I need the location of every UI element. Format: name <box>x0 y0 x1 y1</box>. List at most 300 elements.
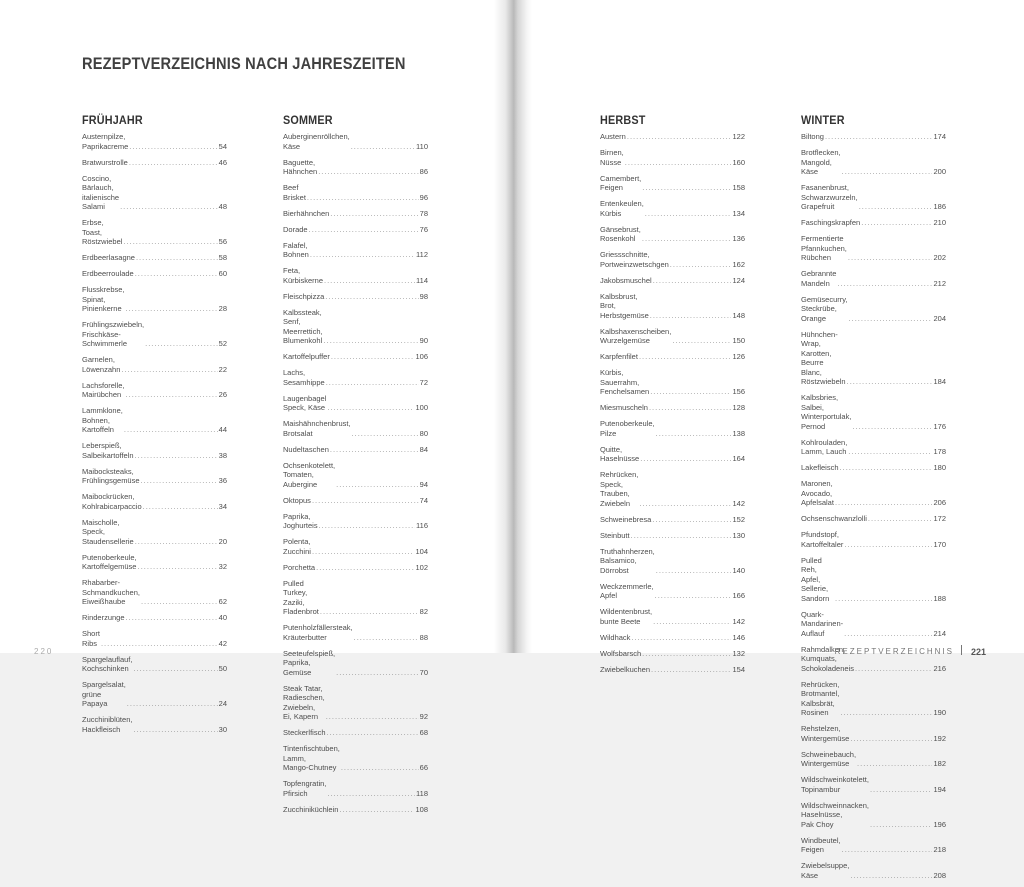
entry-list <box>82 132 227 734</box>
recipe-name: Dorade <box>283 224 308 234</box>
recipe-name: Beef Brisket <box>283 183 306 202</box>
index-entry <box>82 269 227 279</box>
page-number: 82 <box>419 607 428 616</box>
index-entry <box>801 610 946 639</box>
recipe-name: Fleischpizza <box>283 291 325 301</box>
recipe-name: Kohlrouladen, Lamm, Lauch <box>801 437 848 456</box>
page-number: 150 <box>732 336 745 345</box>
index-entry <box>801 801 946 830</box>
index-entry <box>600 403 745 413</box>
footer-divider <box>961 645 962 655</box>
page-number: 90 <box>419 336 428 345</box>
page-title: REZEPTVERZEICHNIS NACH JAHRESZEITEN <box>82 54 406 73</box>
recipe-name: Spargelauflauf, Kochschinken <box>82 654 133 673</box>
index-entry <box>283 394 428 413</box>
recipe-name: Quitte, Haselnüsse <box>600 444 640 463</box>
page-number: 210 <box>933 218 946 227</box>
recipe-name: Spargelsalat, grüne Papaya <box>82 680 126 708</box>
recipe-name: Steckerlfisch <box>283 728 326 737</box>
recipe-name: Kalbshaxenscheiben, Wurzelgemüse <box>600 326 672 345</box>
recipe-name: Austern <box>600 132 626 141</box>
index-entry <box>801 234 946 263</box>
index-entry <box>82 553 227 572</box>
page-number: 72 <box>419 377 428 387</box>
dot-leader <box>126 613 218 623</box>
dot-leader <box>124 425 218 435</box>
dot-leader <box>650 311 732 321</box>
index-entry <box>283 292 428 302</box>
recipe-name: Gemüsecurry, Steckrübe, Orange <box>801 294 848 323</box>
dot-leader <box>326 378 419 388</box>
page-number: 94 <box>419 479 428 489</box>
dot-leader <box>133 725 217 735</box>
recipe-name: Jakobsmuschel <box>600 275 652 285</box>
index-entry <box>801 530 946 549</box>
recipe-name: Zucchiniküchlein <box>283 804 339 814</box>
dot-leader <box>101 639 218 649</box>
dot-leader <box>121 365 217 375</box>
recipe-name: Schweinebauch, Wintergemüse <box>801 749 857 768</box>
index-entry <box>283 461 428 490</box>
dot-leader <box>642 649 731 659</box>
entry-list <box>801 132 946 880</box>
index-entry <box>801 148 946 177</box>
page-number: 156 <box>732 387 745 396</box>
index-entry <box>283 728 428 738</box>
page-number: 98 <box>419 291 428 301</box>
index-entry <box>600 276 745 286</box>
recipe-name: Rahmdalken, Kumquats, Schokoladeneis <box>801 644 854 673</box>
index-entry <box>600 199 745 218</box>
dot-leader <box>627 132 732 142</box>
recipe-name: Auberginenröllchen, Käse <box>283 132 350 151</box>
dot-leader <box>855 664 933 674</box>
dot-leader <box>847 377 933 387</box>
dot-leader <box>354 633 419 643</box>
dot-leader <box>141 476 218 486</box>
right-page <box>519 0 1024 880</box>
dot-leader <box>642 183 731 193</box>
index-entry <box>801 218 946 228</box>
index-entry <box>82 406 227 435</box>
page-number: 138 <box>732 428 745 438</box>
recipe-name: Gebrannte Mandeln <box>801 269 837 288</box>
recipe-name: Kalbssteak, Senf, Meerrettich, Blumenkohl <box>283 307 323 345</box>
dot-leader <box>625 158 732 168</box>
page-number: 180 <box>933 463 946 472</box>
dot-leader <box>656 429 732 439</box>
dot-leader <box>868 514 933 524</box>
recipe-name: Birnen, Nüsse <box>600 148 624 167</box>
recipe-name: Ochsenkotelett, Tomaten, Aubergine <box>283 460 336 489</box>
page-number: 184 <box>933 377 946 386</box>
index-entry <box>600 327 745 346</box>
dot-leader <box>319 521 415 531</box>
left-page-number: 220 <box>34 647 54 656</box>
section-heading: WINTER <box>801 113 845 127</box>
dot-leader <box>327 728 419 738</box>
dot-leader <box>653 617 731 627</box>
page-number: 104 <box>415 546 428 556</box>
section-herbst <box>600 113 745 681</box>
recipe-name: Bierhähnchen <box>283 208 330 218</box>
dot-leader <box>126 304 218 314</box>
dot-leader <box>639 499 731 509</box>
page-number: 52 <box>218 339 227 348</box>
recipe-name: Frühlingszwiebeln, Frischkäse- Schwimmerle <box>82 320 145 348</box>
recipe-name: Miesmuscheln <box>600 403 648 412</box>
page-number: 142 <box>732 616 745 626</box>
dot-leader <box>341 763 419 773</box>
page-number: 166 <box>732 591 745 600</box>
recipe-name: Schweinebresa <box>600 514 652 524</box>
dot-leader <box>850 734 932 744</box>
page-number: 130 <box>732 530 745 540</box>
section-heading: SOMMER <box>283 113 333 127</box>
recipe-name: Rehrücken, Brotmantel, Kalbsbrät, Rosinen <box>801 679 840 717</box>
index-entry <box>82 578 227 607</box>
page-number: 30 <box>218 724 227 734</box>
page-number: 110 <box>416 141 428 151</box>
dot-leader <box>645 209 732 219</box>
dot-leader <box>870 820 933 830</box>
index-entry <box>283 308 428 346</box>
page-number: 174 <box>933 132 946 141</box>
page-number: 76 <box>419 224 428 234</box>
page-number: 202 <box>933 253 946 262</box>
dot-leader <box>848 447 932 457</box>
dot-leader <box>330 209 418 219</box>
index-entry <box>801 479 946 508</box>
index-entry <box>283 779 428 798</box>
page-number: 22 <box>218 364 227 374</box>
recipe-name: Windbeutel, Feigen <box>801 835 841 854</box>
recipe-name: Wildschweinnacken, Haselnüsse, Pak Choy <box>801 800 869 829</box>
index-entry <box>600 368 745 397</box>
dot-leader <box>850 871 932 881</box>
recipe-name: Wildschweinkotelett, Topinambur <box>801 775 869 794</box>
index-entry <box>801 836 946 855</box>
dot-leader <box>837 279 932 289</box>
index-entry <box>600 292 745 321</box>
recipe-name: Ochsenschwanzlolli <box>801 514 867 523</box>
page-number: 26 <box>218 390 227 399</box>
recipe-name: Leberspieß, Salbeikartoffeln <box>82 441 134 460</box>
dot-leader <box>842 845 933 855</box>
section-winter <box>801 113 946 887</box>
recipe-name: Pfundstopf, Kartoffeltaler <box>801 530 844 549</box>
page-number: 208 <box>933 870 946 880</box>
index-entry <box>283 241 428 260</box>
index-entry <box>600 515 745 525</box>
dot-leader <box>129 142 217 152</box>
recipe-name: Steinbutt <box>600 530 630 540</box>
dot-leader <box>870 785 933 795</box>
recipe-name: Gänsebrust, Rosenkohl <box>600 224 641 243</box>
page-number: 182 <box>933 759 946 768</box>
section-heading: HERBST <box>600 113 646 127</box>
index-entry <box>801 724 946 743</box>
dot-leader <box>861 218 932 228</box>
index-entry <box>283 419 428 438</box>
page-number: 44 <box>218 425 227 434</box>
recipe-name: Quark-Mandarinen-Auflauf <box>801 609 844 638</box>
index-entry <box>801 861 946 880</box>
page-number: 28 <box>218 304 227 313</box>
recipe-name: Steak Tatar, Radieschen, Zwiebeln, Ei, Kapern <box>283 683 325 721</box>
page-number: 84 <box>419 444 428 454</box>
page-number: 126 <box>732 352 745 361</box>
index-entry <box>82 381 227 400</box>
page-number: 96 <box>419 192 428 202</box>
recipe-name: Camembert, Feigen <box>600 173 642 192</box>
recipe-name: Pulled Turkey, Zaziki, Fladenbrot <box>283 578 319 616</box>
index-entry <box>600 607 745 626</box>
index-entry <box>82 132 227 151</box>
page-number: 20 <box>218 536 227 546</box>
page-number: 32 <box>218 562 227 571</box>
page-number: 124 <box>732 275 745 285</box>
index-entry <box>283 563 428 573</box>
index-entry <box>82 715 227 734</box>
page-number: 178 <box>933 447 946 456</box>
index-entry <box>82 253 227 263</box>
dot-leader <box>339 805 414 815</box>
page-number: 46 <box>218 157 227 167</box>
book-gutter <box>494 0 532 653</box>
page-number: 38 <box>218 450 227 460</box>
index-entry <box>82 158 227 168</box>
dot-leader <box>135 269 218 279</box>
recipe-name: Griessschnitte, Portweinzwetschgen <box>600 250 669 269</box>
dot-leader <box>849 314 933 324</box>
page-number: 86 <box>419 167 428 176</box>
dot-leader <box>312 496 419 506</box>
page-number: 88 <box>419 632 428 642</box>
index-entry <box>82 218 227 247</box>
index-entry <box>600 445 745 464</box>
index-entry <box>600 649 745 659</box>
index-entry <box>283 183 428 202</box>
dot-leader <box>324 276 415 286</box>
page-number: 54 <box>218 141 227 151</box>
recipe-name: Erbse, Toast, Röstzwiebel <box>82 218 123 246</box>
recipe-name: Wolfsbarsch <box>600 648 642 658</box>
index-entry <box>600 225 745 244</box>
recipe-name: Maibocksteaks, Frühlingsgemüse <box>82 466 140 485</box>
recipe-name: Wildhack <box>600 632 631 642</box>
page-number: 34 <box>218 501 227 511</box>
page-number: 140 <box>732 565 745 575</box>
index-entry <box>283 684 428 722</box>
recipe-name: Lammklone, Bohnen, Kartoffeln <box>82 406 123 434</box>
page-number: 42 <box>218 638 227 648</box>
dot-leader <box>327 403 414 413</box>
index-entry <box>801 330 946 387</box>
index-entry <box>801 775 946 794</box>
page-number: 58 <box>218 253 227 262</box>
recipe-name: Lakefleisch <box>801 463 839 472</box>
recipe-name: Topfengratin, Pfirsich <box>283 779 327 798</box>
dot-leader <box>835 594 932 604</box>
recipe-name: Rhabarber-Schmandkuchen, Eiweißhaube <box>82 578 140 606</box>
dot-leader <box>351 142 415 152</box>
recipe-name: Biltong <box>801 132 824 141</box>
recipe-name: Polenta, Zucchini <box>283 537 311 556</box>
recipe-name: Austernpilze, Paprikacreme <box>82 132 129 151</box>
index-entry <box>801 269 946 288</box>
page-number: 188 <box>933 593 946 603</box>
dot-leader <box>336 480 419 490</box>
dot-leader <box>650 387 731 397</box>
recipe-name: Hühnchen-Wrap, Karotten, Beurre Blanc, Röstzwiebeln <box>801 329 846 386</box>
dot-leader <box>352 429 419 439</box>
dot-leader <box>145 339 218 349</box>
page-number: 128 <box>732 403 745 412</box>
page-number: 154 <box>732 664 745 674</box>
recipe-name: Seeteufelspieß, Paprika, Gemüse <box>283 648 336 677</box>
index-entry <box>600 633 745 643</box>
dot-leader <box>652 515 731 525</box>
index-entry <box>82 613 227 623</box>
dot-leader <box>133 664 217 674</box>
index-entry <box>283 352 428 362</box>
page-number: 74 <box>419 495 428 505</box>
index-entry <box>283 623 428 642</box>
recipe-name: Maronen, Avocado, Apfelsalat <box>801 479 834 507</box>
page-number: 50 <box>218 664 227 673</box>
dot-leader <box>825 132 933 142</box>
index-entry <box>600 352 745 362</box>
index-entry <box>82 680 227 709</box>
dot-leader <box>852 422 932 432</box>
dot-leader <box>138 562 218 572</box>
dot-leader <box>844 540 932 550</box>
page-number: 100 <box>415 403 428 412</box>
page-number: 106 <box>415 352 428 361</box>
page-number: 176 <box>933 421 946 431</box>
page-number: 218 <box>933 845 946 854</box>
recipe-name: Short Ribs <box>82 629 100 648</box>
recipe-name: Kalbsbries, Salbei, Winterportulak, Pernod <box>801 393 852 431</box>
recipe-name: Nudeltaschen <box>283 444 329 454</box>
index-entry <box>82 355 227 374</box>
recipe-name: Kalbsbrust, Brot, Herbstgemüse <box>600 291 649 320</box>
page-number: 158 <box>732 183 745 192</box>
page-number: 160 <box>732 157 745 167</box>
index-entry <box>801 438 946 457</box>
dot-leader <box>129 158 218 168</box>
dot-leader <box>639 352 732 362</box>
page-number: 170 <box>933 539 946 549</box>
right-page-number: 221 <box>970 647 986 657</box>
index-entry <box>82 518 227 547</box>
dot-leader <box>336 668 419 678</box>
dot-leader <box>848 253 933 263</box>
recipe-name: Feta, Kürbiskerne <box>283 266 324 285</box>
recipe-name: Fasanenbrust, Schwarzwurzeln, Grapefruit <box>801 183 858 211</box>
dot-leader <box>143 502 218 512</box>
dot-leader <box>859 202 933 212</box>
dot-leader <box>135 451 218 461</box>
page-number: 36 <box>218 476 227 485</box>
recipe-name: Baguette, Hähnchen <box>283 157 318 176</box>
dot-leader <box>324 336 419 346</box>
dot-leader <box>327 789 415 799</box>
recipe-name: Kartoffelpuffer <box>283 352 330 361</box>
section-heading: FRÜHJAHR <box>82 113 143 127</box>
index-entry <box>82 174 227 212</box>
page-number: 108 <box>415 804 428 814</box>
dot-leader <box>670 260 732 270</box>
page-number: 206 <box>933 498 946 507</box>
dot-leader <box>307 193 419 203</box>
dot-leader <box>309 225 419 235</box>
recipe-name: Maishähnchenbrust, Brotsalat <box>283 419 351 438</box>
recipe-name: Fermentierte Pfannkuchen, Rübchen <box>801 234 847 262</box>
recipe-name: Porchetta <box>283 562 316 572</box>
index-entry <box>801 680 946 718</box>
dot-leader <box>123 237 217 247</box>
page-number: 62 <box>218 597 227 606</box>
page-number: 70 <box>419 667 428 677</box>
index-entry <box>600 582 745 601</box>
index-entry <box>801 514 946 524</box>
page-number: 194 <box>933 784 946 794</box>
index-entry <box>82 492 227 511</box>
dot-leader <box>655 591 732 601</box>
index-entry <box>283 537 428 556</box>
recipe-name: Coscino, Bärlauch, italienische Salami <box>82 173 120 211</box>
index-entry <box>283 158 428 177</box>
recipe-name: Entenkeulen, Kürbis <box>600 199 644 218</box>
index-entry <box>283 512 428 531</box>
recipe-name: Tintenfischtuben, Lamm, Mango-Chutney <box>283 744 340 772</box>
dot-leader <box>330 445 419 455</box>
dot-leader <box>649 403 732 413</box>
left-page <box>0 0 505 814</box>
dot-leader <box>631 633 731 643</box>
dot-leader <box>120 202 218 212</box>
index-entry <box>82 655 227 674</box>
index-entry <box>801 750 946 769</box>
recipe-name: Laugenbagel Speck, Käse <box>283 393 327 412</box>
dot-leader <box>656 566 732 576</box>
index-entry <box>600 470 745 508</box>
recipe-name: Erdbeerlasagne <box>82 253 135 262</box>
dot-leader <box>653 276 732 286</box>
index-entry <box>82 441 227 460</box>
index-entry <box>283 496 428 506</box>
page-number: 186 <box>933 202 946 211</box>
page-number: 118 <box>416 788 428 798</box>
page-number: 214 <box>933 628 946 638</box>
recipe-name: Zwiebelsuppe, Käse <box>801 861 850 880</box>
dot-leader <box>840 708 932 718</box>
index-entry <box>801 556 946 604</box>
recipe-name: Weckzemmerle, Apfel <box>600 581 654 600</box>
recipe-name: Zwiebelkuchen <box>600 664 651 674</box>
recipe-name: Oktopus <box>283 495 311 505</box>
page-number: 24 <box>218 699 227 708</box>
dot-leader <box>135 537 218 547</box>
page-number: 116 <box>416 521 428 530</box>
dot-leader <box>842 167 933 177</box>
recipe-name: Garnelen, Löwenzahn <box>82 355 121 374</box>
page-number: 132 <box>732 648 745 658</box>
dot-leader <box>310 250 415 260</box>
page-number: 122 <box>732 132 745 141</box>
